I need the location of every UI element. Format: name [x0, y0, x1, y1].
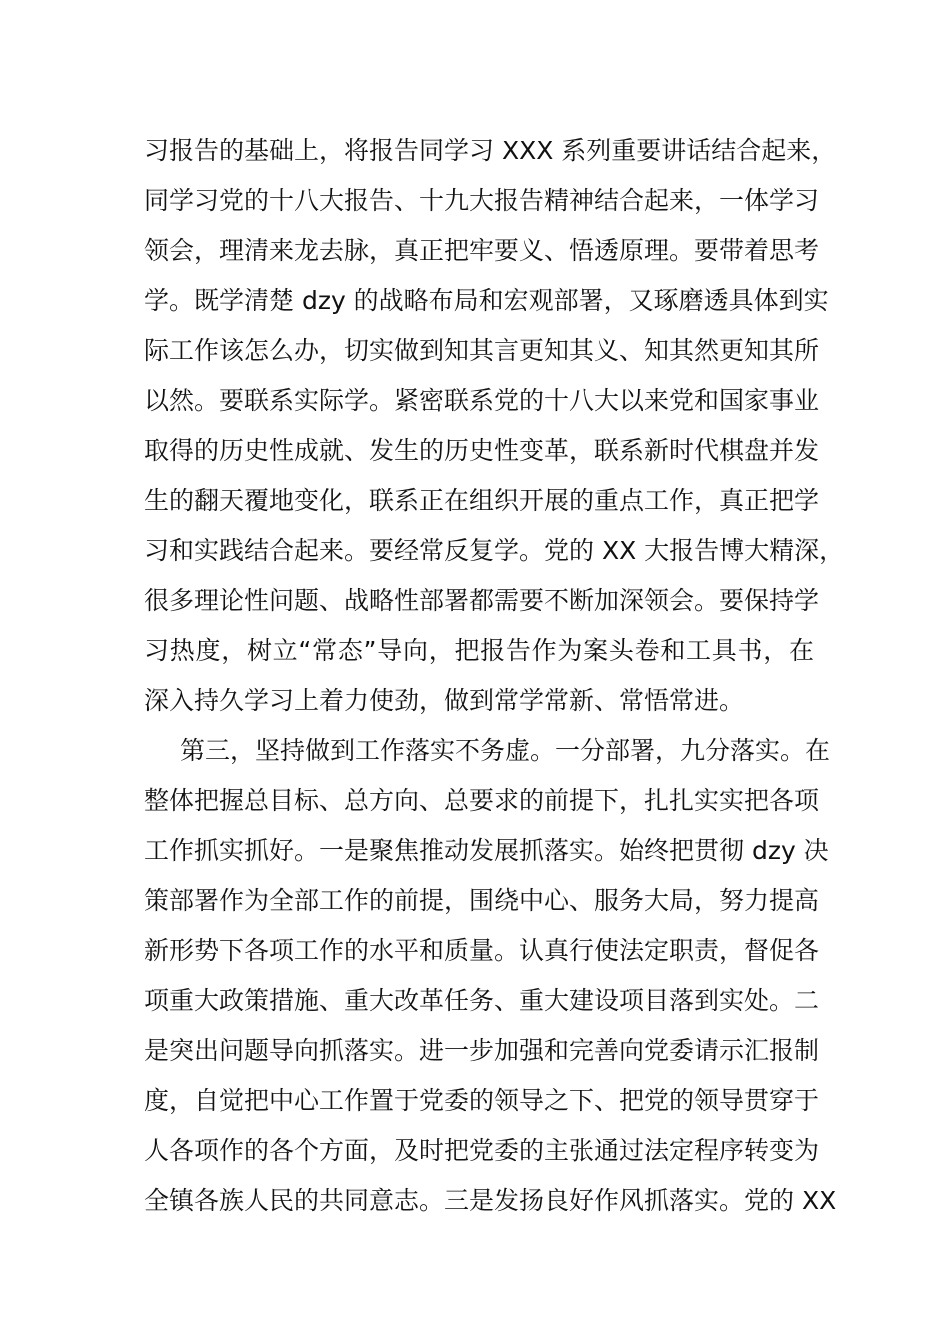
text-line: 习热度，树立“常态”导向，把报告作为案头卷和工具书，在 [144, 636, 814, 665]
text-line: 领会，理清来龙去脉，真正把牢要义、悟透原理。要带着思考 [144, 236, 820, 265]
text-line: 习和实践结合起来。要经常反复学。党的 XX 大报告博大精深， [144, 536, 845, 565]
text-line: 际工作该怎么办，切实做到知其言更知其义、知其然更知其所 [144, 336, 820, 365]
text-line: 工作抓实抓好。一是聚焦推动发展抓落实。始终把贯彻 dzy 决 [144, 836, 829, 865]
text-line: 策部署作为全部工作的前提，围绕中心、服务大局，努力提高 [144, 886, 820, 915]
text-line: 是突出问题导向抓落实。进一步加强和完善向党委请示汇报制 [144, 1036, 820, 1065]
text-line: 学。既学清楚 dzy 的战略布局和宏观部署，又琢磨透具体到实 [144, 286, 829, 315]
text-line: 全镇各族人民的共同意志。三是发扬良好作风抓落实。党的 XX [144, 1186, 837, 1215]
text-line: 很多理论性问题、战略性部署都需要不断加深领会。要保持学 [144, 586, 820, 615]
paragraph-start-line: 第三，坚持做到工作落实不务虚。一分部署，九分落实。在 [180, 736, 831, 765]
text-line: 整体把握总目标、总方向、总要求的前提下，扎扎实实把各项 [144, 786, 820, 815]
text-line: 新形势下各项工作的水平和质量。认真行使法定职责，督促各 [144, 936, 820, 965]
text-line: 生的翻天覆地变化，联系正在组织开展的重点工作，真正把学 [144, 486, 820, 515]
text-line: 项重大政策措施、重大改革任务、重大建设项目落到实处。二 [144, 986, 820, 1015]
paragraph-end-line: 深入持久学习上着力使劲，做到常学常新、常悟常进。 [144, 686, 745, 715]
text-line: 度，自觉把中心工作置于党委的领导之下、把党的领导贯穿于 [144, 1086, 820, 1115]
text-line: 同学习党的十八大报告、十九大报告精神结合起来，一体学习 [144, 186, 820, 215]
text-line: 以然。要联系实际学。紧密联系党的十八大以来党和国家事业 [144, 386, 820, 415]
text-line: 人各项作的各个方面，及时把党委的主张通过法定程序转变为 [144, 1136, 820, 1165]
body-text [144, 126, 845, 1226]
text-line: 取得的历史性成就、发生的历史性变革，联系新时代棋盘并发 [144, 436, 820, 465]
text-line: 习报告的基础上，将报告同学习 XXX 系列重要讲话结合起来， [144, 136, 837, 165]
